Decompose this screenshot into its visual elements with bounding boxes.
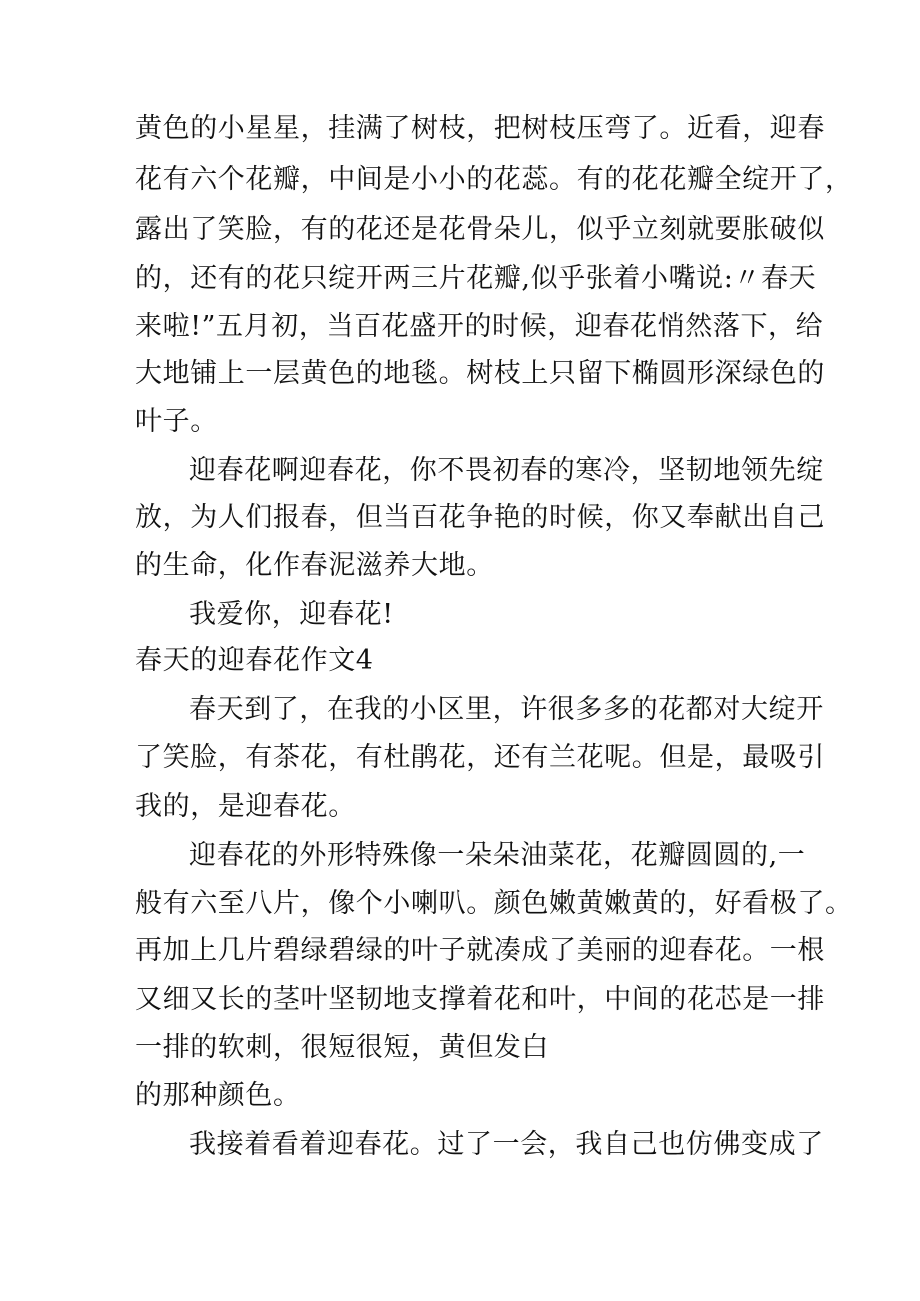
text-line: 花有六个花瓣，中间是小小的花蕊。有的花花瓣全绽开了， — [135, 164, 853, 195]
text-line: 叶子。 — [135, 406, 218, 437]
text-line: 春天到了，在我的小区里，许很多多的花都对大绽开 — [189, 694, 824, 725]
text-line: 放，为人们报春，但当百花争艳的时候，你又奉献出自己 — [135, 502, 825, 533]
text-line: 般有六至八片，像个小喇叭。颜色嫩黄嫩黄的，好看极了。 — [135, 888, 853, 919]
text-line: 的生命，化作春泥滋养大地。 — [135, 550, 494, 581]
text-line: 迎春花啊迎春花，你不畏初春的寒冷，坚韧地领先绽 — [189, 455, 824, 486]
text-line: 一排的软刺，很短很短，黄但发白 — [135, 1032, 549, 1063]
text-line: 我爱你，迎春花! — [189, 599, 394, 630]
text-line: 再加上几片碧绿碧绿的叶子就凑成了美丽的迎春花。一根 — [135, 935, 825, 966]
text-line: 我接着看着迎春花。过了一会，我自己也仿佛变成了 — [189, 1129, 824, 1160]
text-line: 露出了笑脸，有的花还是花骨朵儿，似乎立刻就要胀破似 — [135, 214, 825, 245]
text-line: 了笑脸，有茶花，有杜鹃花，还有兰花呢。但是，最吸引 — [135, 742, 825, 773]
text-line: 迎春花的外形特殊像一朵朵油菜花，花瓣圆圆的,一 — [189, 840, 806, 871]
text-line: 黄色的小星星，挂满了树枝，把树枝压弯了。近看，迎春 — [135, 113, 825, 144]
text-line: 来啦!”五月初，当百花盛开的时候，迎春花悄然落下，给 — [135, 311, 824, 342]
text-line: 的那种颜色。 — [135, 1080, 301, 1111]
section-heading: 春天的迎春花作文4 — [135, 645, 374, 676]
text-line: 我的，是迎春花。 — [135, 791, 356, 822]
text-line: 又细又长的茎叶坚韧地支撑着花和叶，中间的花芯是一排 — [135, 984, 825, 1015]
text-line: 大地铺上一层黄色的地毯。树枝上只留下椭圆形深绿色的 — [135, 358, 825, 389]
text-line: 的，还有的花只绽开两三片花瓣,似乎张着小嘴说:〃春天 — [135, 263, 817, 294]
